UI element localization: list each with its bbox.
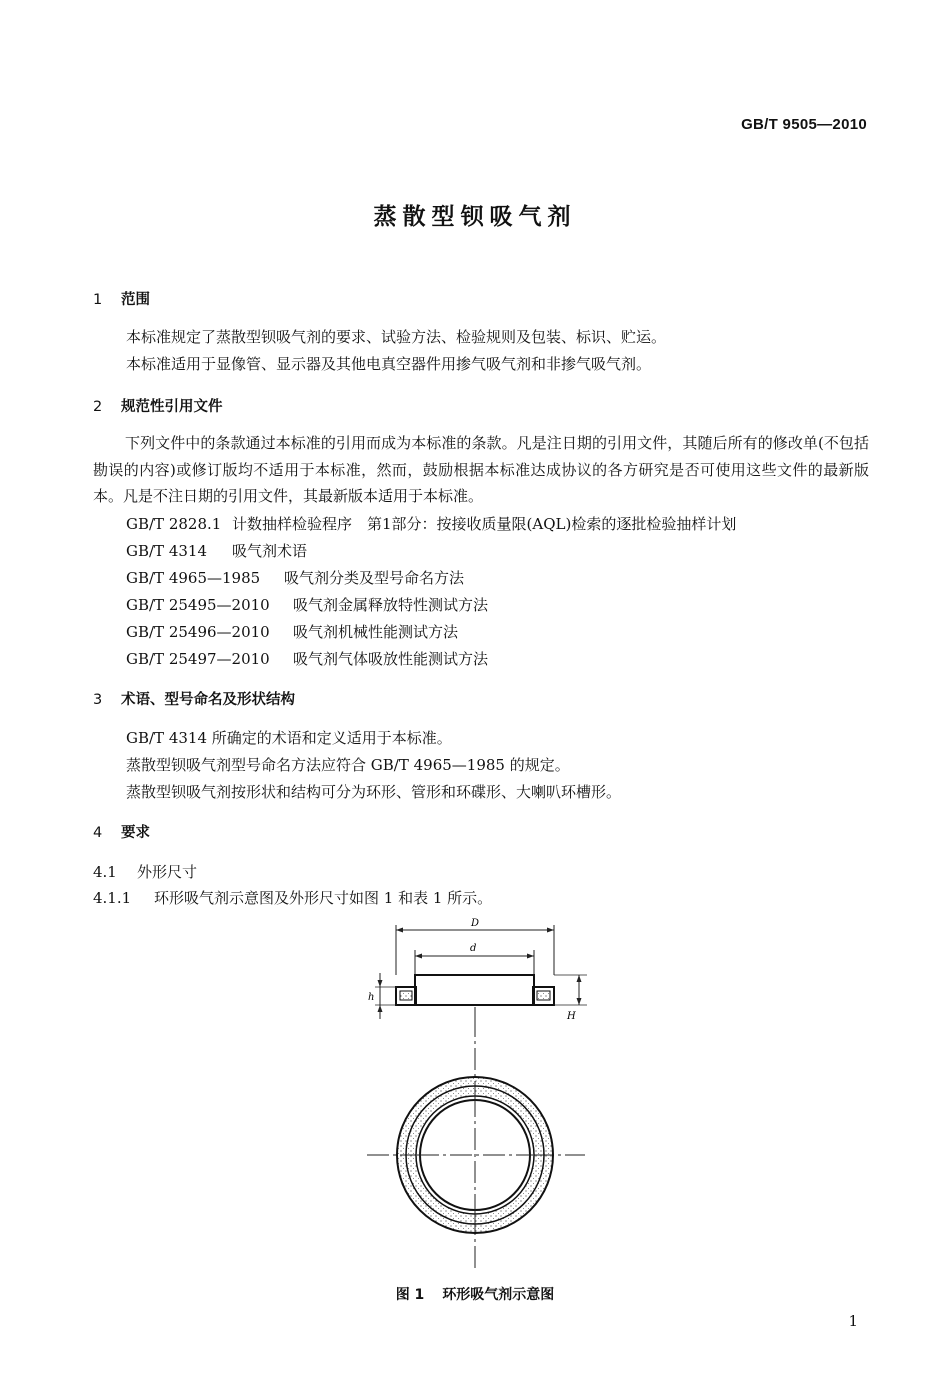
subsection-number: 4.1.1 <box>93 889 132 907</box>
section-3-heading <box>93 688 295 709</box>
section-2-intro: 下列文件中的条款通过本标准的引用而成为本标准的条款。凡是注日期的引用文件，其随后所有的修改单(不包括勘误的内容)或修订版均不适用于本标准，然而，鼓励根据本标准达成协议的各方研究是否可使用这些文件的最新版本。凡是不注日期的引用文件，其最新版本适用于本标准。 <box>93 434 869 505</box>
reference-code: GB/T 2828.1 <box>126 515 222 533</box>
reference-title: 吸气剂气体吸放性能测试方法 <box>293 650 489 668</box>
reference-title: 吸气剂金属释放特性测试方法 <box>293 596 489 614</box>
section-title: 规范性引用文件 <box>121 399 223 415</box>
subsection-4-1-heading <box>93 861 197 882</box>
section-1-paragraph-2: 本标准适用于显像管、显示器及其他电真空器件用掺气吸气剂和非掺气吸气剂。 <box>126 355 652 373</box>
subsection-text: 环形吸气剂示意图及外形尺寸如图 1 和表 1 所示。 <box>154 889 493 907</box>
section-4-heading <box>93 821 150 842</box>
reference-item <box>126 513 736 534</box>
reference-code: GB/T 25495—2010 <box>126 596 270 614</box>
section-title: 要求 <box>121 825 150 841</box>
section-number: 1 <box>93 292 103 308</box>
page-number: 1 <box>848 1312 858 1330</box>
label-d: d <box>470 943 477 954</box>
section-1-paragraph-1: 本标准规定了蒸散型钡吸气剂的要求、试验方法、检验规则及包装、标识、贮运。 <box>126 328 667 346</box>
section-number: 2 <box>93 399 103 415</box>
reference-title: 计数抽样检验程序 第1部分：按接收质量限(AQL)检索的逐批检验抽样计划 <box>232 515 737 533</box>
ring-getter-diagram <box>355 915 595 1275</box>
reference-title: 吸气剂术语 <box>232 542 308 560</box>
reference-item <box>126 621 458 642</box>
section-1-heading <box>93 288 150 309</box>
section-title: 术语、型号命名及形状结构 <box>121 692 295 708</box>
reference-code: GB/T 4965—1985 <box>126 569 261 587</box>
section-number: 3 <box>93 692 103 708</box>
label-H: H <box>567 1011 576 1022</box>
subsection-number: 4.1 <box>93 863 117 881</box>
reference-code: GB/T 25496—2010 <box>126 623 270 641</box>
section-3-paragraph-2: 蒸散型钡吸气剂型号命名方法应符合 GB/T 4965—1985 的规定。 <box>126 756 570 774</box>
section-2-heading <box>93 395 223 416</box>
subsection-4-1-1 <box>93 887 492 908</box>
section-number: 4 <box>93 825 103 841</box>
reference-title: 吸气剂分类及型号命名方法 <box>284 569 465 587</box>
reference-item <box>126 648 488 669</box>
reference-item <box>126 594 488 615</box>
label-D: D <box>471 918 480 929</box>
side-view <box>368 918 587 1022</box>
label-h: h <box>368 992 375 1003</box>
reference-code: GB/T 25497—2010 <box>126 650 270 668</box>
standard-number: GB/T 9505—2010 <box>741 116 867 133</box>
section-title: 范围 <box>121 292 150 308</box>
figure-caption <box>0 1284 950 1304</box>
reference-item <box>126 567 464 588</box>
plan-view <box>367 1015 585 1270</box>
section-3-paragraph-3: 蒸散型钡吸气剂按形状和结构可分为环形、管形和环碟形、大喇叭环槽形。 <box>126 783 622 801</box>
reference-item <box>126 540 307 561</box>
subsection-title: 外形尺寸 <box>137 863 198 881</box>
reference-code: GB/T 4314 <box>126 542 208 560</box>
figure-title: 环形吸气剂示意图 <box>442 1287 555 1303</box>
figure-number: 图 1 <box>395 1287 425 1303</box>
document-title: 蒸散型钡吸气剂 <box>373 204 577 230</box>
reference-title: 吸气剂机械性能测试方法 <box>293 623 459 641</box>
section-3-paragraph-1: GB/T 4314 所确定的术语和定义适用于本标准。 <box>126 729 452 747</box>
ring-inner-wall <box>415 975 534 1005</box>
